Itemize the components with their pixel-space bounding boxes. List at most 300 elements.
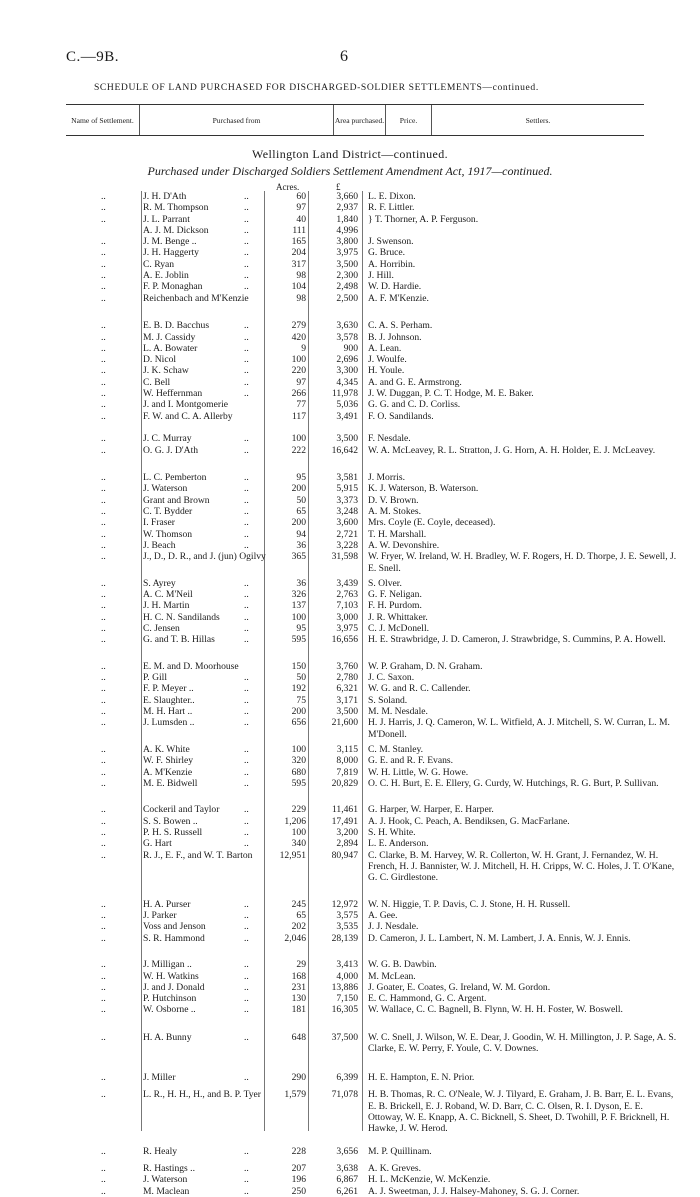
row-leader-dots: ..	[101, 589, 106, 601]
table-row	[0, 1174, 700, 1185]
row-price-pounds: 6,321	[336, 683, 358, 695]
row-from-leader-dots: ..	[244, 898, 249, 910]
row-settlers: W. P. Graham, D. N. Graham.	[368, 660, 483, 672]
row-from-leader-dots: ..	[244, 320, 249, 332]
row-purchased-from: G. and T. B. Hillas	[143, 634, 215, 646]
table-row	[0, 551, 700, 574]
row-purchased-from: E. M. and D. Moorhouse	[143, 660, 239, 672]
row-price-pounds: 71,078	[331, 1089, 358, 1101]
row-settlers: } T. Thorner, A. P. Ferguson.	[368, 213, 479, 225]
row-area-acres: 192	[291, 683, 306, 695]
row-purchased-from: J. M. Benge ..	[143, 236, 197, 248]
row-price-pounds: 7,103	[336, 600, 358, 612]
table-row	[0, 1032, 700, 1066]
row-settlers: A. M. Stokes.	[368, 506, 422, 518]
row-area-acres: 104	[291, 281, 306, 293]
row-price-pounds: 3,581	[336, 472, 358, 484]
row-leader-dots: ..	[101, 777, 106, 789]
row-area-acres: 229	[291, 804, 306, 816]
table-row	[0, 755, 700, 766]
table-row	[0, 816, 700, 827]
row-leader-dots: ..	[101, 506, 106, 518]
row-settlers: F. Nesdale.	[368, 433, 411, 445]
table-row	[0, 634, 700, 657]
table-row	[0, 672, 700, 683]
row-price-pounds: 2,498	[336, 281, 358, 293]
row-price-pounds: 4,345	[336, 376, 358, 388]
row-purchased-from: G. Hart	[143, 838, 172, 850]
row-settlers: H. E. Strawbridge, J. D. Cameron, J. Strawbridge, S. Cummins, P. A. Howell.	[368, 634, 666, 646]
row-price-pounds: 13,886	[331, 981, 358, 993]
row-leader-dots: ..	[101, 410, 106, 422]
row-price-pounds: 4,996	[336, 224, 358, 236]
row-settlers: M. P. Quillinam.	[368, 1145, 432, 1157]
row-price-pounds: 3,373	[336, 494, 358, 506]
row-purchased-from: A. E. Joblin	[143, 270, 189, 282]
row-settlers: G. E. and R. F. Evans.	[368, 755, 454, 767]
row-from-leader-dots: ..	[244, 191, 249, 202]
row-area-acres: 365	[291, 551, 306, 563]
row-area-acres: 29	[296, 959, 306, 971]
row-price-pounds: 31,598	[331, 551, 358, 563]
row-price-pounds: 3,975	[336, 247, 358, 259]
row-purchased-from: W. Thomson	[143, 528, 193, 540]
row-settlers: J. R. Whittaker.	[368, 611, 428, 623]
header-settlers: Settlers.	[525, 115, 551, 125]
row-settlers: J. J. Nesdale.	[368, 921, 419, 933]
table-row	[0, 804, 700, 815]
row-settlers: W. C. Snell, J. Wilson, W. E. Dear, J. Goodin, W. H. Millington, J. P. Sage, A. S. Clarke, E. W. Perry, F. Youle, C. V. Downes.	[368, 1032, 677, 1055]
row-area-acres: 595	[291, 777, 306, 789]
row-settlers: A. Lean.	[368, 342, 402, 354]
row-price-pounds: 3,500	[336, 433, 358, 445]
row-price-pounds: 2,696	[336, 354, 358, 366]
row-leader-dots: ..	[101, 838, 106, 850]
table-row	[0, 921, 700, 932]
table-row	[0, 517, 700, 528]
row-purchased-from: M. H. Hart ..	[143, 706, 193, 718]
row-leader-dots: ..	[101, 472, 106, 484]
row-price-pounds: 3,228	[336, 539, 358, 551]
row-area-acres: 9	[301, 342, 306, 354]
row-leader-dots: ..	[101, 444, 106, 456]
row-price-pounds: 3,248	[336, 506, 358, 518]
row-purchased-from: J. Beach	[143, 539, 176, 551]
row-area-acres: 656	[291, 717, 306, 729]
table-row	[0, 993, 700, 1004]
unit-acres: Acres.	[276, 182, 300, 192]
row-purchased-from: A. M'Kenzie	[143, 766, 193, 778]
row-from-leader-dots: ..	[244, 766, 249, 778]
row-from-leader-dots: ..	[244, 517, 249, 529]
row-purchased-from: M. J. Cassidy	[143, 331, 196, 343]
table-row	[0, 850, 700, 895]
row-purchased-from: H. A. Purser	[143, 898, 191, 910]
row-leader-dots: ..	[101, 1071, 106, 1083]
row-leader-dots: ..	[101, 258, 106, 270]
row-area-acres: 77	[296, 399, 306, 411]
row-from-leader-dots: ..	[244, 981, 249, 993]
row-leader-dots: ..	[101, 577, 106, 589]
row-area-acres: 36	[296, 539, 306, 551]
row-leader-dots: ..	[101, 766, 106, 778]
row-leader-dots: ..	[101, 815, 106, 827]
row-leader-dots: ..	[101, 622, 106, 634]
row-purchased-from: J., D., D. R., and J. (jun) Ogilvy	[143, 551, 266, 563]
row-price-pounds: 3,500	[336, 706, 358, 718]
row-settlers: A. W. Devonshire.	[368, 539, 440, 551]
table-row	[0, 472, 700, 483]
district-heading: Wellington Land District—continued.	[252, 147, 448, 161]
row-from-leader-dots: ..	[244, 777, 249, 789]
row-price-pounds: 2,937	[336, 202, 358, 214]
row-area-acres: 200	[291, 483, 306, 495]
table-row	[0, 202, 700, 213]
row-settlers: H. J. Harris, J. Q. Cameron, W. L. Witfield, A. J. Mitchell, S. W. Curran, L. M. M'Donell.	[368, 717, 670, 740]
row-settlers: J. Morris.	[368, 472, 406, 484]
row-settlers: G. Bruce.	[368, 247, 406, 259]
row-area-acres: 100	[291, 827, 306, 839]
row-purchased-from: W. Heffernman	[143, 388, 203, 400]
row-price-pounds: 7,150	[336, 993, 358, 1005]
row-area-acres: 266	[291, 388, 306, 400]
row-area-acres: 2,046	[284, 932, 306, 944]
row-purchased-from: R. Hastings ..	[143, 1163, 195, 1175]
row-leader-dots: ..	[101, 1163, 106, 1175]
row-from-leader-dots: ..	[244, 970, 249, 982]
table-row	[0, 589, 700, 600]
row-area-acres: 200	[291, 706, 306, 718]
row-purchased-from: M. Maclean	[143, 1185, 190, 1197]
table-row	[0, 236, 700, 247]
row-leader-dots: ..	[101, 270, 106, 282]
row-area-acres: 65	[296, 910, 306, 922]
row-area-acres: 200	[291, 517, 306, 529]
row-area-acres: 94	[296, 528, 306, 540]
row-leader-dots: ..	[101, 236, 106, 248]
row-price-pounds: 3,630	[336, 320, 358, 332]
row-from-leader-dots: ..	[244, 577, 249, 589]
row-purchased-from: W. F. Shirley	[143, 755, 194, 767]
row-purchased-from: C. Jensen	[143, 622, 180, 634]
row-from-leader-dots: ..	[244, 354, 249, 366]
row-leader-dots: ..	[101, 494, 106, 506]
row-price-pounds: 3,575	[336, 910, 358, 922]
row-purchased-from: C. Ryan	[143, 258, 175, 270]
row-settlers: E. C. Hammond, G. C. Argent.	[368, 993, 487, 1005]
row-leader-dots: ..	[101, 517, 106, 529]
row-from-leader-dots: ..	[244, 1185, 249, 1197]
table-row	[0, 838, 700, 849]
row-leader-dots: ..	[101, 191, 106, 202]
row-purchased-from: J. L. Parrant	[143, 213, 190, 225]
row-price-pounds: 17,491	[331, 815, 358, 827]
row-area-acres: 100	[291, 354, 306, 366]
row-leader-dots: ..	[101, 611, 106, 623]
row-from-leader-dots: ..	[244, 755, 249, 767]
row-from-leader-dots: ..	[244, 589, 249, 601]
row-settlers: F. O. Sandilands.	[368, 410, 434, 422]
table-row	[0, 1072, 700, 1083]
row-leader-dots: ..	[101, 660, 106, 672]
row-price-pounds: 3,656	[336, 1145, 358, 1157]
row-from-leader-dots: ..	[244, 388, 249, 400]
table-row	[0, 433, 700, 444]
row-settlers: G. G. and C. D. Corliss.	[368, 399, 461, 411]
row-purchased-from: F. P. Meyer ..	[143, 683, 194, 695]
table-row	[0, 706, 700, 717]
row-settlers: S. Soland.	[368, 694, 408, 706]
row-purchased-from: D. Nicol	[143, 354, 177, 366]
row-leader-dots: ..	[101, 717, 106, 729]
row-area-acres: 50	[296, 494, 306, 506]
row-price-pounds: 3,413	[336, 959, 358, 971]
row-price-pounds: 3,500	[336, 258, 358, 270]
row-from-leader-dots: ..	[244, 1163, 249, 1175]
row-area-acres: 75	[296, 694, 306, 706]
row-settlers: H. Youle.	[368, 365, 405, 377]
row-leader-dots: ..	[101, 354, 106, 366]
header-name-of-settlement: Name of Settlement.	[66, 105, 140, 135]
row-area-acres: 100	[291, 743, 306, 755]
row-leader-dots: ..	[101, 365, 106, 377]
row-purchased-from: Grant and Brown	[143, 494, 210, 506]
row-purchased-from: J. K. Schaw	[143, 365, 189, 377]
row-from-leader-dots: ..	[244, 959, 249, 971]
row-from-leader-dots: ..	[244, 224, 249, 236]
table-row	[0, 506, 700, 517]
row-purchased-from: Reichenbach and M'Kenzie	[143, 292, 249, 304]
row-price-pounds: 3,535	[336, 921, 358, 933]
row-from-leader-dots: ..	[244, 213, 249, 225]
table-row	[0, 695, 700, 706]
row-from-leader-dots: ..	[244, 1071, 249, 1083]
row-from-leader-dots: ..	[244, 622, 249, 634]
table-row	[0, 365, 700, 376]
table-row	[0, 661, 700, 672]
row-area-acres: 137	[291, 600, 306, 612]
row-area-acres: 111	[292, 224, 306, 236]
row-area-acres: 202	[291, 921, 306, 933]
row-price-pounds: 11,461	[331, 804, 358, 816]
row-from-leader-dots: ..	[244, 827, 249, 839]
row-from-leader-dots: ..	[244, 331, 249, 343]
table-row	[0, 540, 700, 551]
row-price-pounds: 3,800	[336, 236, 358, 248]
row-settlers: W. G. and R. C. Callender.	[368, 683, 471, 695]
table-row	[0, 259, 700, 270]
row-leader-dots: ..	[101, 292, 106, 304]
row-from-leader-dots: ..	[244, 494, 249, 506]
row-area-acres: 98	[296, 270, 306, 282]
table-row	[0, 270, 700, 281]
row-leader-dots: ..	[101, 213, 106, 225]
row-from-leader-dots: ..	[244, 528, 249, 540]
table-row	[0, 445, 700, 468]
row-area-acres: 12,951	[279, 849, 306, 861]
row-from-leader-dots: ..	[244, 694, 249, 706]
row-settlers: A. Horribin.	[368, 258, 416, 270]
row-purchased-from: J. Milligan ..	[143, 959, 192, 971]
row-area-acres: 320	[291, 755, 306, 767]
row-price-pounds: 3,578	[336, 331, 358, 343]
row-from-leader-dots: ..	[244, 483, 249, 495]
row-price-pounds: 2,894	[336, 838, 358, 850]
row-settlers: A. and G. E. Armstrong.	[368, 376, 462, 388]
row-from-leader-dots: ..	[244, 270, 249, 282]
row-price-pounds: 37,500	[331, 1032, 358, 1044]
row-from-leader-dots: ..	[244, 433, 249, 445]
row-area-acres: 680	[291, 766, 306, 778]
row-from-leader-dots: ..	[244, 539, 249, 551]
row-purchased-from: W. H. Watkins	[143, 970, 199, 982]
row-purchased-from: C. T. Bydder	[143, 506, 193, 518]
row-settlers: C. A. S. Perham.	[368, 320, 433, 332]
row-settlers: G. Harper, W. Harper, E. Harper.	[368, 804, 494, 816]
row-settlers: W. A. McLeavey, R. L. Stratton, J. G. Horn, A. H. Holder, E. J. McLeavey.	[368, 444, 656, 456]
row-price-pounds: 2,721	[336, 528, 358, 540]
row-leader-dots: ..	[101, 202, 106, 214]
row-price-pounds: 16,656	[331, 634, 358, 646]
row-from-leader-dots: ..	[244, 376, 249, 388]
row-from-leader-dots: ..	[244, 281, 249, 293]
row-leader-dots: ..	[101, 993, 106, 1005]
table-row	[0, 343, 700, 354]
row-from-leader-dots: ..	[244, 932, 249, 944]
row-settlers: J. Goater, E. Coates, G. Ireland, W. M. Gordon.	[368, 981, 551, 993]
row-price-pounds: 7,819	[336, 766, 358, 778]
row-purchased-from: L. A. Bowater	[143, 342, 198, 354]
table-row	[0, 612, 700, 623]
table-row	[0, 388, 700, 399]
unit-pounds: £	[336, 182, 341, 192]
row-leader-dots: ..	[101, 755, 106, 767]
row-area-acres: 100	[291, 611, 306, 623]
row-leader-dots: ..	[101, 539, 106, 551]
row-leader-dots: ..	[101, 849, 106, 861]
row-area-acres: 40	[296, 213, 306, 225]
row-settlers: F. H. Purdom.	[368, 600, 422, 612]
table-row	[0, 683, 700, 694]
row-area-acres: 326	[291, 589, 306, 601]
table-row	[0, 623, 700, 634]
row-price-pounds: 3,638	[336, 1163, 358, 1175]
table-header	[66, 104, 644, 136]
row-leader-dots: ..	[101, 1185, 106, 1197]
row-area-acres: 130	[291, 993, 306, 1005]
act-subheading: Purchased under Discharged Soldiers Settlement Amendment Act, 1917—continued.	[147, 164, 553, 178]
row-purchased-from: F. W. and C. A. Allerby	[143, 410, 233, 422]
row-settlers: T. H. Marshall.	[368, 528, 427, 540]
row-purchased-from: A. K. White	[143, 743, 190, 755]
row-settlers: J. Woulfe.	[368, 354, 407, 366]
row-leader-dots: ..	[101, 1174, 106, 1186]
row-area-acres: 204	[291, 247, 306, 259]
row-purchased-from: P. Gill	[143, 672, 167, 684]
row-settlers: C. J. McDonell.	[368, 622, 430, 634]
row-leader-dots: ..	[101, 388, 106, 400]
row-purchased-from: P. Hutchinson	[143, 993, 197, 1005]
table-row	[0, 1089, 700, 1146]
row-area-acres: 196	[291, 1174, 306, 1186]
row-purchased-from: R. Healy	[143, 1145, 178, 1157]
row-settlers: O. C. H. Burt, E. E. Ellery, G. Curdy, W. Hutchings, R. G. Burt, P. Sullivan.	[368, 777, 659, 789]
row-purchased-from: F. P. Monaghan	[143, 281, 203, 293]
table-row	[0, 933, 700, 956]
row-purchased-from: O. G. J. D'Ath	[143, 444, 199, 456]
row-leader-dots: ..	[101, 1004, 106, 1016]
table-row	[0, 225, 700, 236]
table-row	[0, 767, 700, 778]
row-settlers: J. Hill.	[368, 270, 394, 282]
row-leader-dots: ..	[101, 970, 106, 982]
row-price-pounds: 3,975	[336, 622, 358, 634]
table-row	[0, 377, 700, 388]
row-settlers: J. Swenson.	[368, 236, 414, 248]
row-purchased-from: J. Waterson	[143, 483, 188, 495]
row-settlers: M. M. Nesdale.	[368, 706, 428, 718]
row-leader-dots: ..	[101, 433, 106, 445]
row-area-acres: 97	[296, 202, 306, 214]
row-price-pounds: 3,439	[336, 577, 358, 589]
row-area-acres: 595	[291, 634, 306, 646]
row-area-acres: 220	[291, 365, 306, 377]
row-settlers: W. H. Little, W. G. Howe.	[368, 766, 469, 778]
row-settlers: J. C. Saxon.	[368, 672, 415, 684]
document-reference: C.—9B.	[66, 49, 120, 65]
table-row	[0, 191, 700, 202]
row-settlers: H. L. McKenzie, W. McKenzie.	[368, 1174, 491, 1186]
row-purchased-from: J. and I. Montgomerie	[143, 399, 228, 411]
row-leader-dots: ..	[101, 921, 106, 933]
row-settlers: A. J. Sweetman, J. J. Halsey-Mahoney, S. G. J. Corner.	[368, 1185, 580, 1197]
row-area-acres: 222	[291, 444, 306, 456]
row-settlers: D. Cameron, J. L. Lambert, N. M. Lambert, J. A. Ennis, W. J. Ennis.	[368, 932, 631, 944]
table-row	[0, 910, 700, 921]
row-from-leader-dots: ..	[244, 815, 249, 827]
row-settlers: C. M. Stanley.	[368, 743, 424, 755]
table-row	[0, 971, 700, 982]
table-row	[0, 600, 700, 611]
row-price-pounds: 2,500	[336, 292, 358, 304]
row-area-acres: 231	[291, 981, 306, 993]
row-area-acres: 207	[291, 1163, 306, 1175]
row-price-pounds: 6,261	[336, 1185, 358, 1197]
row-price-pounds: 2,780	[336, 672, 358, 684]
row-purchased-from: J. and J. Donald	[143, 981, 205, 993]
row-settlers: A. J. Hook, C. Peach, A. Bendiksen, G. MacFarlane.	[368, 815, 570, 827]
row-purchased-from: J. H. D'Ath	[143, 191, 187, 202]
row-settlers: W. D. Hardie.	[368, 281, 422, 293]
row-area-acres: 65	[296, 506, 306, 518]
row-price-pounds: 4,000	[336, 970, 358, 982]
row-purchased-from: L. R., H. H., H., and B. P. Tyer	[143, 1089, 262, 1101]
row-leader-dots: ..	[101, 399, 106, 411]
row-settlers: J. W. Duggan, P. C. T. Hodge, M. E. Baker.	[368, 388, 534, 400]
header-price: Price.	[386, 105, 432, 135]
row-settlers: S. H. White.	[368, 827, 416, 839]
row-from-leader-dots: ..	[244, 506, 249, 518]
row-price-pounds: 12,972	[331, 898, 358, 910]
table-row	[0, 399, 700, 410]
row-purchased-from: S. Ayrey	[143, 577, 176, 589]
row-price-pounds: 1,840	[336, 213, 358, 225]
row-area-acres: 1,579	[284, 1089, 306, 1101]
row-leader-dots: ..	[101, 694, 106, 706]
row-purchased-from: E. Slaughter..	[143, 694, 195, 706]
row-from-leader-dots: ..	[244, 743, 249, 755]
row-settlers: A. F. M'Kenzie.	[368, 292, 429, 304]
